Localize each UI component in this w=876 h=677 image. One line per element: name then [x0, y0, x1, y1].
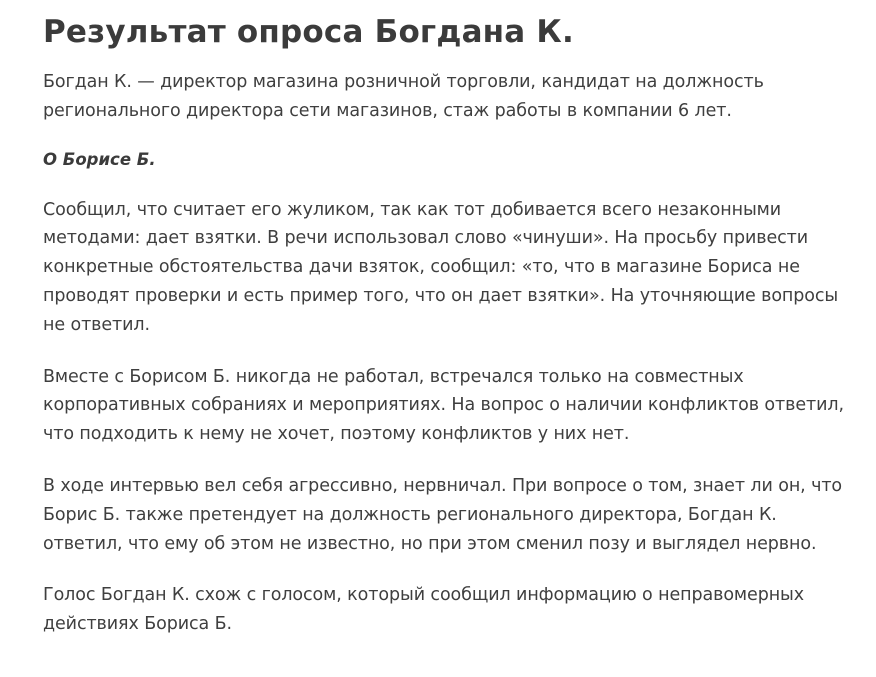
page-title: Результат опроса Богдана К. — [43, 14, 574, 50]
paragraph-accusation: Сообщил, что считает его жуликом, так как тот добивается всего незаконными методами: дает взятки. В речи использовал слово «чинуши». На просьбу привести конкретные обстоятельства дачи взяток, сообщил: «то, что в магазине Бориса не проводят проверки и есть пример того, что он дает взятки». На уточняющие вопросы не ответил. — [43, 199, 839, 335]
section-heading: О Борисе Б. — [43, 149, 156, 169]
paragraph-behavior: В ходе интервью вел себя агрессивно, нервничал. При вопросе о том, знает ли он, что Борис Б. также претендует на должность регионального директора, Богдан К. ответил, что ему об этом не известно, но при этом сменил позу и выглядел нервно. — [43, 475, 843, 554]
paragraph-voice: Голос Богдан К. схож с голосом, который сообщил информацию о неправомерных действиях Бориса Б. — [43, 585, 805, 635]
intro-paragraph: Богдан К. — директор магазина розничной торговли, кандидат на должность регионального директора сети магазинов, стаж работы в компании 6 лет. — [43, 72, 764, 121]
paragraph-relationship: Вместе с Борисом Б. никогда не работал, встречался только на совместных корпоративных собраниях и мероприятиях. На вопрос о наличии конфликтов ответил, что подходить к нему не хочет, поэтому конфликтов у них нет. — [43, 366, 844, 445]
